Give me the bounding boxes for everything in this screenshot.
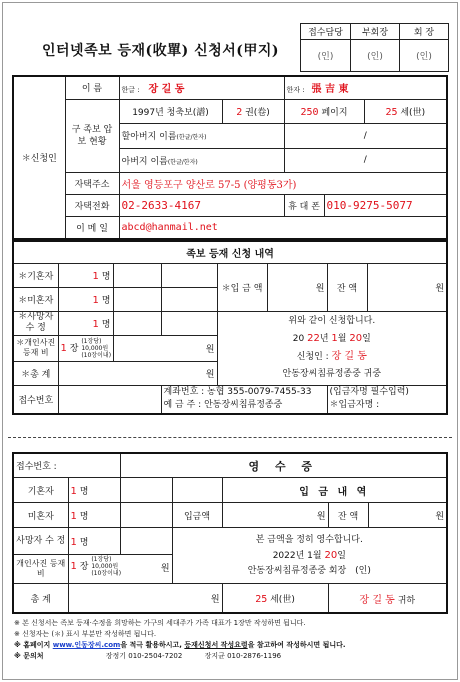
receipt-generation[interactable]: 25 [255, 593, 268, 605]
receipt-deceased-count[interactable]: 1 [70, 536, 77, 548]
deceased-blank-1[interactable] [113, 311, 161, 335]
statement-recipient: 안동장씨침류정종중 귀중 [282, 369, 382, 379]
receipt-date-day[interactable]: 20 [324, 549, 338, 561]
applicant-table [12, 75, 448, 240]
deceased-count[interactable]: 1 [92, 318, 99, 330]
receipt-recipient-cell [328, 584, 447, 613]
statement-text: 위와 같이 신청합니다. [288, 316, 376, 326]
hanja-prefix: 한자 : [286, 86, 305, 95]
father-value[interactable]: / [284, 148, 447, 172]
unmarried-count-cell [58, 287, 113, 311]
receipt-photo-cell [68, 555, 172, 584]
depositor-note: (입금자명 필수입력) [329, 387, 409, 398]
receipt-deposit-amount-cell [222, 503, 328, 528]
unmarried-blank-2[interactable] [161, 287, 217, 311]
book-page-cell [284, 99, 364, 123]
approval-header-receiver: 접수담당 [301, 24, 351, 40]
phone-value[interactable]: 02-2633-4167 [119, 195, 284, 217]
deposit-amount-cell [267, 263, 327, 311]
note-line-2: ※ 신청자는 (＊) 표시 부분만 작성하면 됩니다. [14, 630, 157, 638]
receipt-deceased-count-cell [68, 528, 120, 555]
receipt-table [12, 452, 448, 614]
deposit-label: ＊입 금 액 [217, 263, 267, 311]
registration-table [12, 240, 448, 415]
person-unit: 명 [79, 486, 89, 497]
receipt-issuer-stamp: (인) [355, 565, 371, 576]
account-value: 농협 355-0079-7455-33 [207, 387, 312, 398]
receipt-deceased-blank-1[interactable] [120, 528, 172, 555]
account-label: 계좌번호 : [163, 387, 205, 398]
depositor-cell [327, 385, 447, 414]
account-cell [161, 385, 327, 414]
statement-date [220, 330, 445, 348]
date-day-unit: 일 [362, 334, 371, 344]
won-unit: 원 [435, 283, 445, 294]
won-unit: 원 [316, 511, 326, 522]
mobile-label: 휴 대 폰 [284, 195, 324, 217]
contact-label: ※ 문의처 [14, 652, 44, 660]
unmarried-count[interactable]: 1 [92, 294, 99, 306]
father-label-cell [119, 148, 284, 172]
unmarried-blank-1[interactable] [113, 287, 161, 311]
receipt-married-count-cell [68, 478, 120, 503]
approval-table [300, 23, 449, 72]
won-unit: 원 [160, 564, 170, 575]
receipt-deposit-label: 입금액 [172, 503, 222, 528]
note-line-3-underline: 등재신청서 작성요령 [184, 641, 248, 649]
receipt-number-value[interactable] [58, 385, 161, 414]
book-generation[interactable]: 25 [385, 106, 398, 118]
photo-note: (1장당) 10,000원 (10장이내) [81, 337, 112, 359]
note-line-1: ※ 본 신청서는 족보 등재·수정을 희망하는 가구의 세대주가 가족 대표가 1장만 작성하면 됩니다. [14, 619, 306, 627]
book-volume-unit: 권(卷) [245, 107, 270, 118]
book-volume-cell [222, 99, 284, 123]
receipt-statement-date [175, 548, 445, 564]
approval-stamp-receiver: (인) [301, 40, 351, 72]
receipt-total-amount-cell [68, 584, 222, 613]
receipt-unmarried-count[interactable]: 1 [70, 510, 77, 522]
address-label: 자택주소 [65, 172, 119, 194]
photo-count-cell [58, 335, 113, 361]
receipt-unmarried-blank-1[interactable] [120, 503, 172, 528]
person-unit: 명 [101, 271, 111, 282]
photo-unit: 장 [79, 562, 89, 573]
email-value[interactable]: abcd@hanmail.net [119, 217, 447, 239]
phone-label: 자택전화 [65, 195, 119, 217]
receipt-statement-cell [172, 528, 447, 584]
married-blank-1[interactable] [113, 263, 161, 287]
receipt-date-text: 2022년 1월 [272, 550, 322, 561]
receipt-married-count[interactable]: 1 [70, 485, 77, 497]
receipt-heading: 영 수 증 [120, 453, 447, 478]
receipt-number-label: 접수번호 [13, 385, 58, 414]
receipt-unmarried-count-cell [68, 503, 120, 528]
registration-header: 족보 등재 신청 내역 [13, 241, 447, 263]
hanja-name[interactable]: 張 吉 東 [311, 84, 349, 96]
receipt-issuer: 안동장씨침류정종중 회장 [247, 565, 347, 576]
won-unit: 원 [210, 594, 220, 605]
book-generation-unit: 세(世) [400, 107, 426, 118]
homepage-link[interactable]: www.인동장씨.com [52, 641, 121, 649]
grandfather-hint: (한글/한자) [176, 134, 207, 142]
receipt-balance-amount-cell [368, 503, 447, 528]
old-book-label: 구 족보 압보 현황 [65, 99, 119, 172]
cut-line [8, 437, 452, 438]
married-count-cell [58, 263, 113, 287]
holder-value: 안동장씨침류정종중 [204, 400, 283, 411]
photo-count[interactable]: 1 [60, 342, 67, 354]
receipt-recipient-name[interactable]: 장 길 동 [359, 594, 395, 606]
receipt-date-day-unit: 일 [337, 550, 346, 561]
receipt-total-label: 총 계 [13, 584, 68, 613]
book-year: 1997년 청축보(譜) [119, 99, 222, 123]
receipt-married-blank-2[interactable] [172, 478, 222, 503]
grandfather-value[interactable]: / [284, 124, 447, 148]
receipt-photo-label: 개인사진 등재 비 [13, 555, 68, 584]
depositor-label[interactable]: ＊입금자명 : [329, 400, 380, 411]
approval-header-chair: 회 장 [400, 24, 449, 40]
receipt-generation-cell [222, 584, 328, 613]
total-label: ＊총 계 [13, 361, 58, 385]
receipt-generation-unit: 세(世) [270, 594, 295, 605]
address-value[interactable]: 서울 영등포구 양산로 57-5 (양평동3가) [119, 172, 447, 194]
date-month-unit: 월 [337, 334, 347, 344]
photo-amount-cell [113, 335, 217, 361]
photo-label: ＊개인사진 등재 비 [13, 335, 58, 361]
father-hint: (한글/한자) [167, 158, 198, 166]
receipt-deceased-label: 사망자 수 정 [13, 528, 68, 555]
date-month[interactable]: 1 [331, 333, 338, 344]
note-line-3 [14, 640, 346, 651]
approval-stamp-chair: (인) [400, 40, 449, 72]
person-unit: 명 [79, 511, 89, 522]
email-label: 이 메 일 [65, 217, 119, 239]
photo-unit: 장 [69, 343, 79, 354]
receipt-statement-text: 본 금액을 정히 영수합니다. [255, 534, 363, 545]
person-unit: 명 [101, 319, 111, 330]
married-label: ＊기혼자 [13, 263, 58, 287]
contact-2: 장지균 010-2876-1196 [204, 652, 282, 660]
won-unit: 원 [205, 344, 215, 355]
won-unit: 원 [435, 511, 445, 522]
deceased-label: ＊사망자 수 정 [13, 311, 58, 335]
married-blank-2[interactable] [161, 263, 217, 287]
father-label: 아버지 이름 [121, 156, 168, 167]
approval-header-vice: 부회장 [351, 24, 400, 40]
book-page[interactable]: 250 [300, 106, 319, 118]
grandfather-label: 할아버지 이름 [121, 132, 177, 143]
statement-cell [217, 311, 447, 385]
deceased-blank-2[interactable] [161, 311, 217, 335]
date-day[interactable]: 20 [349, 333, 363, 344]
hangul-name-cell [119, 76, 284, 99]
deceased-count-cell [58, 311, 113, 335]
note-line-3-mid: 을 적극 활용하시고, [120, 641, 182, 649]
date-year-unit: 년 [319, 334, 329, 344]
book-page-unit: 페이지 [321, 107, 348, 118]
receipt-photo-count[interactable]: 1 [70, 561, 77, 573]
balance-amount-cell [367, 263, 447, 311]
note-line-3-prefix: ※ 홈페이지 [14, 641, 51, 649]
holder-label: 예 금 주 : [163, 400, 202, 411]
book-volume[interactable]: 2 [236, 106, 243, 118]
statement-applicant [220, 348, 445, 366]
applicant-signature[interactable]: 장 길 동 [331, 351, 367, 362]
book-generation-cell [364, 99, 447, 123]
name-label: 이 름 [65, 76, 119, 99]
receipt-balance-label: 잔 액 [328, 503, 368, 528]
note-line-3-suffix: 을 참고하여 작성하시면 됩니다. [247, 641, 346, 649]
person-unit: 명 [101, 295, 111, 306]
hanja-name-cell [284, 76, 447, 99]
note-line-4 [14, 651, 346, 662]
receipt-deposit-header: 입 금 내 역 [222, 478, 447, 503]
total-amount-cell [58, 361, 217, 385]
approval-stamp-vice: (인) [351, 40, 400, 72]
balance-label: 잔 액 [327, 263, 367, 311]
mobile-value[interactable]: 010-9275-5077 [324, 195, 447, 217]
receipt-photo-note: (1장당) 10,000원 (10장이내) [91, 556, 122, 578]
receipt-number-label: 접수번호 : [13, 453, 120, 478]
hangul-name[interactable]: 장 길 동 [148, 84, 185, 96]
applicant-section-label: ＊신청인 [13, 76, 65, 239]
receipt-married-blank-1[interactable] [120, 478, 172, 503]
form-title: 인터넷족보 등재(收單) 신청서(甲지) [42, 43, 280, 59]
unmarried-label: ＊미혼자 [13, 287, 58, 311]
date-prefix: 20 [292, 334, 305, 344]
married-count[interactable]: 1 [92, 270, 99, 282]
applicant-prefix: 신청인 : [296, 352, 329, 362]
date-year[interactable]: 22 [307, 333, 320, 344]
won-unit: 원 [315, 283, 325, 294]
receipt-unmarried-label: 미혼자 [13, 503, 68, 528]
receipt-married-label: 기혼자 [13, 478, 68, 503]
hangul-prefix: 한글 : [121, 86, 140, 95]
grandfather-label-cell [119, 124, 284, 148]
won-unit: 원 [205, 369, 215, 380]
person-unit: 명 [79, 537, 89, 548]
receipt-recipient-suffix: 귀하 [397, 595, 416, 606]
notes-block [14, 618, 346, 662]
receipt-issuer-line [175, 564, 445, 579]
contact-1: 장정기 010-2504-7202 [105, 652, 183, 660]
